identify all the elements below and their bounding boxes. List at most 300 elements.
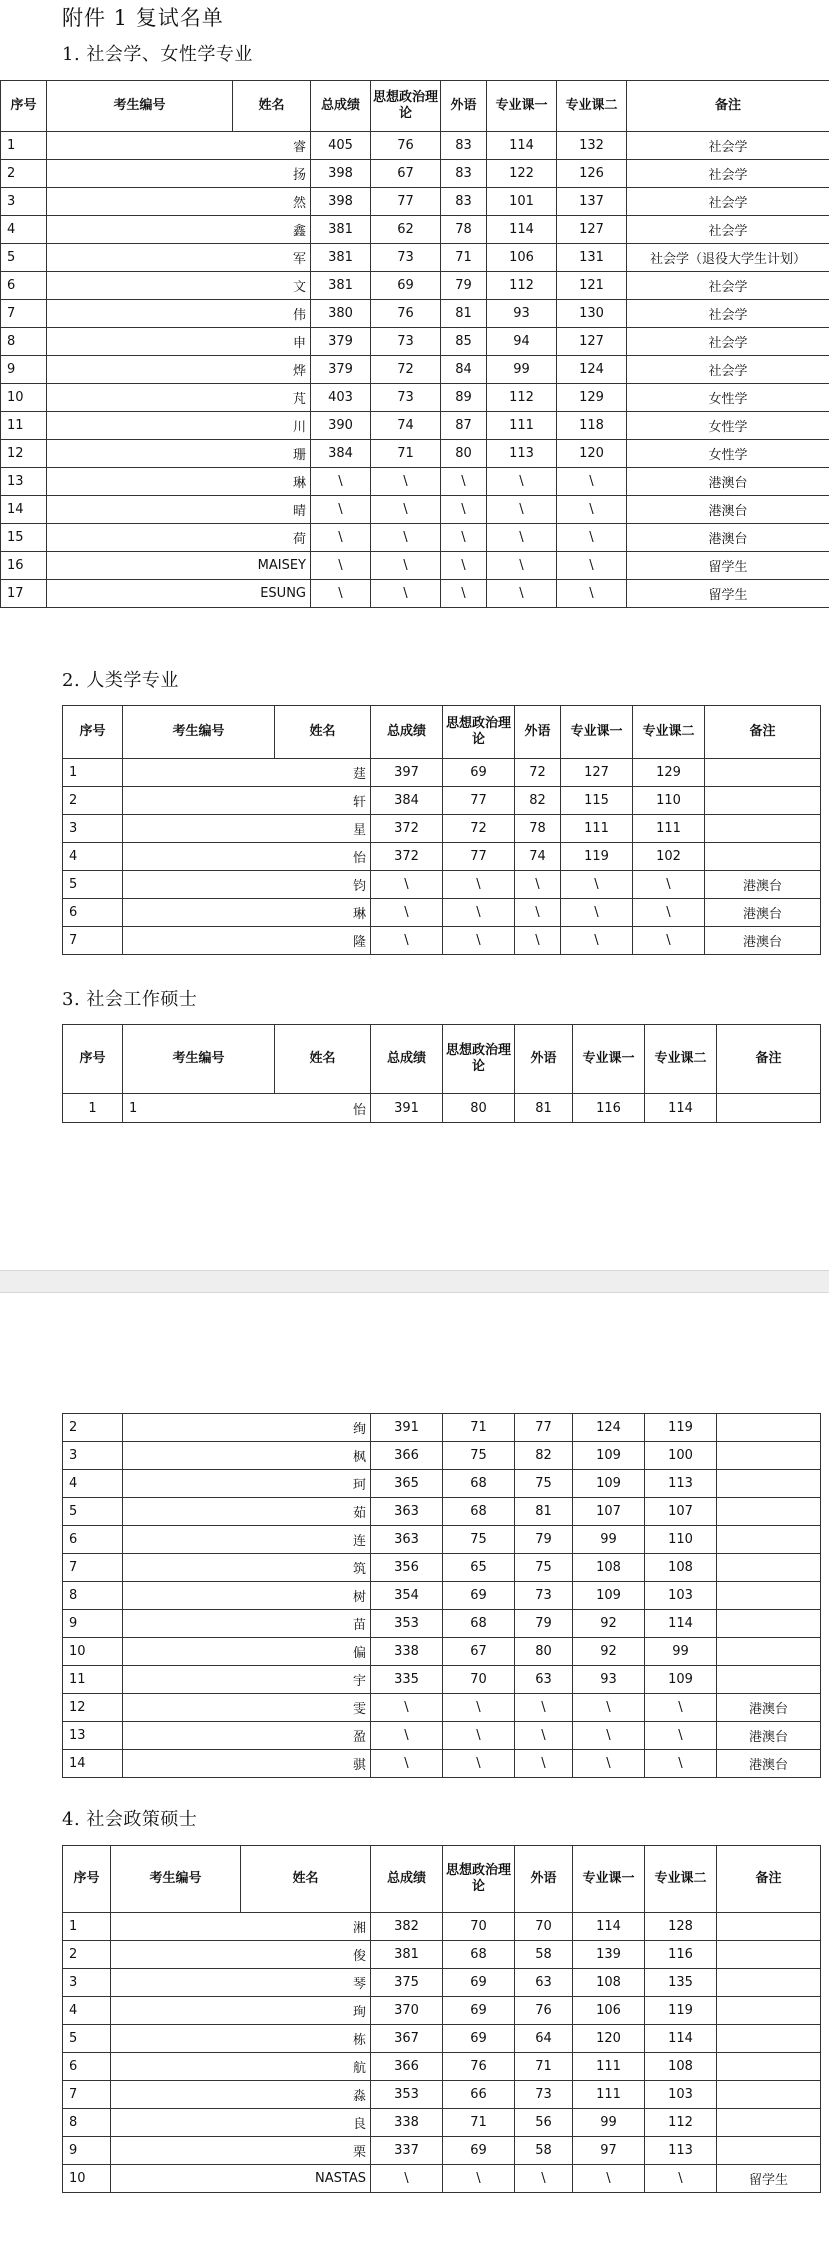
table-row (1, 580, 829, 608)
header-total-score: 总成绩 (311, 81, 371, 132)
cell-major1-score: \ (573, 1750, 645, 1778)
cell-name: 枫 (275, 1442, 371, 1470)
cell-politics-score: \ (443, 1722, 515, 1750)
header-seq: 序号 (63, 706, 123, 759)
cell-name: 星 (275, 815, 371, 843)
table-social-work-continued (62, 1413, 821, 1778)
cell-note (705, 759, 821, 787)
cell-seq: 2 (63, 1941, 111, 1969)
cell-name: 茹 (275, 1498, 371, 1526)
cell-note (717, 2137, 821, 2165)
cell-exam-id: 1 (123, 1094, 275, 1123)
cell-major1-score: 108 (573, 1969, 645, 1997)
cell-major1-score: 113 (487, 440, 557, 468)
cell-major2-score: 113 (645, 2137, 717, 2165)
cell-total-score: 366 (371, 1442, 443, 1470)
table-header (1, 81, 829, 132)
cell-major1-score: 120 (573, 2025, 645, 2053)
cell-note: 社会学 (627, 160, 829, 188)
table-row (63, 1414, 821, 1442)
cell-name: 申 (233, 328, 311, 356)
cell-language-score: \ (515, 2165, 573, 2193)
cell-name: 珂 (275, 1470, 371, 1498)
cell-major1-score: 107 (573, 1498, 645, 1526)
cell-seq: 10 (1, 384, 47, 412)
cell-exam-id-redacted (111, 2137, 241, 2165)
cell-name: 连 (275, 1526, 371, 1554)
header-seq: 序号 (63, 1846, 111, 1913)
cell-major1-score: 112 (487, 272, 557, 300)
cell-seq: 7 (63, 927, 123, 955)
table-row (63, 899, 821, 927)
cell-exam-id-redacted (123, 1498, 275, 1526)
cell-language-score: 79 (441, 272, 487, 300)
table-row (1, 440, 829, 468)
cell-name: 俊 (241, 1941, 371, 1969)
cell-politics-score: 66 (443, 2081, 515, 2109)
header-language-score: 外语 (515, 1025, 573, 1094)
table-row (63, 1610, 821, 1638)
cell-major2-score: \ (557, 552, 627, 580)
cell-language-score: 56 (515, 2109, 573, 2137)
cell-note: 留学生 (627, 580, 829, 608)
cell-politics-score: \ (371, 552, 441, 580)
header-name: 姓名 (275, 706, 371, 759)
cell-language-score: 73 (515, 1582, 573, 1610)
table-row (1, 496, 829, 524)
cell-major1-score: 111 (573, 2053, 645, 2081)
cell-note: 港澳台 (627, 496, 829, 524)
cell-note (717, 1554, 821, 1582)
cell-language-score: 82 (515, 787, 561, 815)
table-row (1, 272, 829, 300)
cell-language-score: 75 (515, 1554, 573, 1582)
cell-seq: 5 (63, 871, 123, 899)
cell-note (717, 2025, 821, 2053)
header-major2-score: 专业课二 (645, 1846, 717, 1913)
cell-exam-id-redacted (111, 2053, 241, 2081)
cell-major1-score: 106 (573, 1997, 645, 2025)
cell-total-score: \ (371, 871, 443, 899)
cell-total-score: \ (311, 580, 371, 608)
cell-politics-score: 73 (371, 384, 441, 412)
cell-major2-score: 127 (557, 216, 627, 244)
cell-major2-score: 103 (645, 2081, 717, 2109)
cell-seq: 6 (1, 272, 47, 300)
cell-major2-score: 121 (557, 272, 627, 300)
cell-note (717, 1638, 821, 1666)
table-row (63, 759, 821, 787)
header-exam-id: 考生编号 (111, 1846, 241, 1913)
header-major1-score: 专业课一 (487, 81, 557, 132)
cell-major2-score: 126 (557, 160, 627, 188)
cell-language-score: 80 (515, 1638, 573, 1666)
table-row (63, 1694, 821, 1722)
header-major1-score: 专业课一 (573, 1846, 645, 1913)
cell-note: 社会学（退役大学生计划） (627, 244, 829, 272)
cell-exam-id-redacted (123, 1554, 275, 1582)
cell-total-score: 398 (311, 160, 371, 188)
cell-exam-id-redacted (47, 384, 233, 412)
cell-major2-score: \ (633, 899, 705, 927)
cell-politics-score: 62 (371, 216, 441, 244)
cell-exam-id-redacted (111, 1941, 241, 1969)
cell-note: 女性学 (627, 384, 829, 412)
cell-name: 钧 (275, 871, 371, 899)
header-note: 备注 (717, 1846, 821, 1913)
cell-note (717, 2053, 821, 2081)
cell-note (717, 2109, 821, 2137)
table-row (1, 328, 829, 356)
cell-note (717, 1094, 821, 1123)
cell-name: 栗 (241, 2137, 371, 2165)
cell-major1-score: 114 (573, 1913, 645, 1941)
cell-total-score: \ (371, 927, 443, 955)
section-title-anthropology: 2. 人类学专业 (62, 670, 179, 691)
cell-total-score: 353 (371, 1610, 443, 1638)
cell-language-score: 63 (515, 1666, 573, 1694)
cell-language-score: 77 (515, 1414, 573, 1442)
cell-note (717, 1442, 821, 1470)
cell-exam-id-redacted (123, 1610, 275, 1638)
cell-major2-score: 116 (645, 1941, 717, 1969)
cell-seq: 11 (1, 412, 47, 440)
cell-major2-score: 119 (645, 1997, 717, 2025)
cell-major1-score: \ (573, 1694, 645, 1722)
cell-name: ESUNG (233, 580, 311, 608)
cell-seq: 11 (63, 1666, 123, 1694)
cell-major1-score: 94 (487, 328, 557, 356)
cell-exam-id-redacted (47, 524, 233, 552)
table-row (1, 160, 829, 188)
header-name: 姓名 (275, 1025, 371, 1094)
header-exam-id: 考生编号 (123, 1025, 275, 1094)
cell-major1-score: 99 (487, 356, 557, 384)
cell-total-score: 390 (311, 412, 371, 440)
header-total-score: 总成绩 (371, 1025, 443, 1094)
cell-seq: 9 (63, 2137, 111, 2165)
cell-total-score: 381 (311, 272, 371, 300)
cell-seq: 9 (1, 356, 47, 384)
cell-total-score: 381 (311, 216, 371, 244)
cell-total-score: 398 (311, 188, 371, 216)
cell-politics-score: \ (443, 871, 515, 899)
cell-seq: 17 (1, 580, 47, 608)
cell-note (717, 1582, 821, 1610)
header-major1-score: 专业课一 (561, 706, 633, 759)
cell-politics-score: 71 (371, 440, 441, 468)
cell-politics-score: \ (443, 899, 515, 927)
cell-exam-id-redacted (111, 1913, 241, 1941)
cell-major2-score: 110 (633, 787, 705, 815)
cell-name: 苗 (275, 1610, 371, 1638)
cell-major1-score: 111 (487, 412, 557, 440)
cell-name: 莛 (275, 759, 371, 787)
cell-major2-score: 111 (633, 815, 705, 843)
cell-seq: 13 (63, 1722, 123, 1750)
header-politics-score: 思想政治理论 (371, 81, 441, 132)
cell-seq: 6 (63, 1526, 123, 1554)
cell-name: 川 (233, 412, 311, 440)
cell-language-score: \ (441, 552, 487, 580)
cell-major2-score: 100 (645, 1442, 717, 1470)
cell-note: 港澳台 (717, 1694, 821, 1722)
table-row (63, 1913, 821, 1941)
table-row (63, 2137, 821, 2165)
header-total-score: 总成绩 (371, 1846, 443, 1913)
cell-total-score: \ (371, 1750, 443, 1778)
cell-name: 睿 (233, 132, 311, 160)
cell-name: 轩 (275, 787, 371, 815)
cell-major1-score: 116 (573, 1094, 645, 1123)
cell-note (717, 1997, 821, 2025)
header-note: 备注 (627, 81, 829, 132)
cell-total-score: 382 (371, 1913, 443, 1941)
cell-major2-score: 112 (645, 2109, 717, 2137)
table-row (63, 1666, 821, 1694)
cell-language-score: \ (515, 927, 561, 955)
cell-major2-score: 120 (557, 440, 627, 468)
cell-language-score: 80 (441, 440, 487, 468)
cell-note (705, 815, 821, 843)
document-page-2 (0, 1293, 829, 2242)
cell-major1-score: 93 (487, 300, 557, 328)
cell-politics-score: 67 (443, 1638, 515, 1666)
cell-language-score: 89 (441, 384, 487, 412)
cell-politics-score: 76 (371, 300, 441, 328)
section-title-sociology: 1. 社会学、女性学专业 (62, 44, 253, 65)
cell-name: 栋 (241, 2025, 371, 2053)
cell-name: 偏 (275, 1638, 371, 1666)
cell-note: 女性学 (627, 412, 829, 440)
cell-language-score: 78 (441, 216, 487, 244)
cell-politics-score: 70 (443, 1666, 515, 1694)
cell-total-score: 381 (311, 244, 371, 272)
cell-exam-id-redacted (123, 1414, 275, 1442)
cell-major1-score: 99 (573, 2109, 645, 2137)
cell-major2-score: \ (557, 524, 627, 552)
cell-seq: 8 (63, 1582, 123, 1610)
cell-name: 晴 (233, 496, 311, 524)
cell-total-score: 397 (371, 759, 443, 787)
cell-language-score: 82 (515, 1442, 573, 1470)
cell-major1-score: \ (561, 899, 633, 927)
table-row (63, 2165, 821, 2193)
cell-major1-score: 101 (487, 188, 557, 216)
cell-major1-score: 97 (573, 2137, 645, 2165)
cell-name: 筑 (275, 1554, 371, 1582)
cell-language-score: 63 (515, 1969, 573, 1997)
table-row (63, 1941, 821, 1969)
cell-seq: 14 (1, 496, 47, 524)
cell-seq: 3 (63, 1442, 123, 1470)
cell-exam-id-redacted (47, 412, 233, 440)
cell-major1-score: 112 (487, 384, 557, 412)
cell-exam-id-redacted (111, 1969, 241, 1997)
cell-exam-id-redacted (111, 2081, 241, 2109)
cell-seq: 3 (63, 815, 123, 843)
cell-seq: 4 (63, 843, 123, 871)
header-major2-score: 专业课二 (633, 706, 705, 759)
cell-name: NASTAS (241, 2165, 371, 2193)
cell-language-score: 83 (441, 160, 487, 188)
cell-politics-score: \ (443, 927, 515, 955)
cell-seq: 12 (1, 440, 47, 468)
cell-major2-score: 102 (633, 843, 705, 871)
table-row (1, 188, 829, 216)
cell-name: 军 (233, 244, 311, 272)
cell-total-score: \ (371, 1722, 443, 1750)
cell-seq: 8 (63, 2109, 111, 2137)
cell-note (705, 787, 821, 815)
table-row (63, 1722, 821, 1750)
cell-name: 荷 (233, 524, 311, 552)
cell-major2-score: 113 (645, 1470, 717, 1498)
section-title-social-work: 3. 社会工作硕士 (62, 989, 198, 1010)
cell-seq: 7 (63, 1554, 123, 1582)
cell-note: 留学生 (717, 2165, 821, 2193)
cell-note: 港澳台 (717, 1750, 821, 1778)
table-row (63, 1997, 821, 2025)
cell-major2-score: 109 (645, 1666, 717, 1694)
cell-note (717, 2081, 821, 2109)
table-row (1, 524, 829, 552)
cell-major1-score: 114 (487, 132, 557, 160)
cell-language-score: \ (515, 871, 561, 899)
cell-total-score: 365 (371, 1470, 443, 1498)
cell-exam-id-redacted (123, 1722, 275, 1750)
cell-seq: 4 (1, 216, 47, 244)
cell-language-score: 71 (515, 2053, 573, 2081)
table-sociology (0, 80, 829, 608)
cell-seq: 1 (1, 132, 47, 160)
table-header (63, 706, 821, 759)
cell-seq: 1 (63, 759, 123, 787)
cell-name: 鑫 (233, 216, 311, 244)
cell-major1-score: 93 (573, 1666, 645, 1694)
cell-language-score: \ (515, 899, 561, 927)
cell-politics-score: 73 (371, 328, 441, 356)
cell-major1-score: \ (561, 927, 633, 955)
cell-total-score: 372 (371, 843, 443, 871)
cell-total-score: \ (311, 524, 371, 552)
cell-total-score: \ (371, 1694, 443, 1722)
cell-language-score: 83 (441, 188, 487, 216)
cell-seq: 14 (63, 1750, 123, 1778)
table-row (63, 843, 821, 871)
cell-note: 留学生 (627, 552, 829, 580)
cell-seq: 8 (1, 328, 47, 356)
table-row (63, 1582, 821, 1610)
header-seq: 序号 (63, 1025, 123, 1094)
cell-name: 然 (233, 188, 311, 216)
header-politics-score: 思想政治理论 (443, 1846, 515, 1913)
cell-note: 社会学 (627, 216, 829, 244)
cell-exam-id-redacted (123, 1442, 275, 1470)
cell-major2-score: \ (557, 496, 627, 524)
cell-major1-score: 122 (487, 160, 557, 188)
cell-language-score: \ (515, 1694, 573, 1722)
cell-name: 文 (233, 272, 311, 300)
cell-note (717, 1414, 821, 1442)
cell-major2-score: 119 (645, 1414, 717, 1442)
cell-exam-id-redacted (47, 328, 233, 356)
table-row (63, 2053, 821, 2081)
table-row (63, 1969, 821, 1997)
document-title: 附件 1 复试名单 (62, 6, 224, 30)
cell-politics-score: 69 (371, 272, 441, 300)
cell-total-score: 379 (311, 356, 371, 384)
cell-seq: 9 (63, 1610, 123, 1638)
cell-seq: 6 (63, 2053, 111, 2081)
table-row (63, 1750, 821, 1778)
cell-total-score: 370 (371, 1997, 443, 2025)
cell-total-score: \ (371, 2165, 443, 2193)
cell-major2-score: \ (645, 2165, 717, 2193)
table-row (63, 2109, 821, 2137)
cell-name: 雯 (275, 1694, 371, 1722)
cell-note (717, 1470, 821, 1498)
cell-total-score: 363 (371, 1526, 443, 1554)
cell-seq: 2 (63, 787, 123, 815)
table-row (1, 552, 829, 580)
cell-major2-score: \ (633, 871, 705, 899)
cell-major1-score: \ (561, 871, 633, 899)
cell-major2-score: 130 (557, 300, 627, 328)
cell-seq: 1 (63, 1094, 123, 1123)
cell-total-score: 375 (371, 1969, 443, 1997)
cell-name: 怡 (275, 843, 371, 871)
cell-note (717, 1666, 821, 1694)
cell-exam-id-redacted (123, 1638, 275, 1666)
cell-exam-id-redacted (47, 132, 233, 160)
cell-exam-id-redacted (123, 1582, 275, 1610)
header-language-score: 外语 (441, 81, 487, 132)
cell-major1-score: \ (487, 524, 557, 552)
cell-exam-id-redacted (123, 759, 275, 787)
table-row (63, 1638, 821, 1666)
cell-seq: 12 (63, 1694, 123, 1722)
cell-exam-id-redacted (47, 160, 233, 188)
cell-major2-score: 107 (645, 1498, 717, 1526)
cell-note: 港澳台 (627, 524, 829, 552)
cell-exam-id-redacted (123, 899, 275, 927)
cell-language-score: 71 (441, 244, 487, 272)
header-politics-score: 思想政治理论 (443, 706, 515, 759)
cell-major2-score: \ (645, 1750, 717, 1778)
table-row (1, 244, 829, 272)
cell-total-score: \ (311, 496, 371, 524)
cell-language-score: 64 (515, 2025, 573, 2053)
table-social-work (62, 1024, 821, 1123)
cell-major2-score: 118 (557, 412, 627, 440)
header-name: 姓名 (241, 1846, 371, 1913)
cell-exam-id-redacted (47, 216, 233, 244)
table-header (63, 1846, 821, 1913)
cell-total-score: 338 (371, 2109, 443, 2137)
cell-major1-score: \ (487, 580, 557, 608)
cell-major1-score: 109 (573, 1470, 645, 1498)
header-name: 姓名 (233, 81, 311, 132)
cell-politics-score: \ (371, 468, 441, 496)
cell-major1-score: 119 (561, 843, 633, 871)
cell-note (717, 1913, 821, 1941)
cell-politics-score: 69 (443, 1582, 515, 1610)
cell-note: 港澳台 (705, 899, 821, 927)
cell-language-score: \ (441, 496, 487, 524)
cell-exam-id-redacted (47, 440, 233, 468)
table-row (1, 132, 829, 160)
